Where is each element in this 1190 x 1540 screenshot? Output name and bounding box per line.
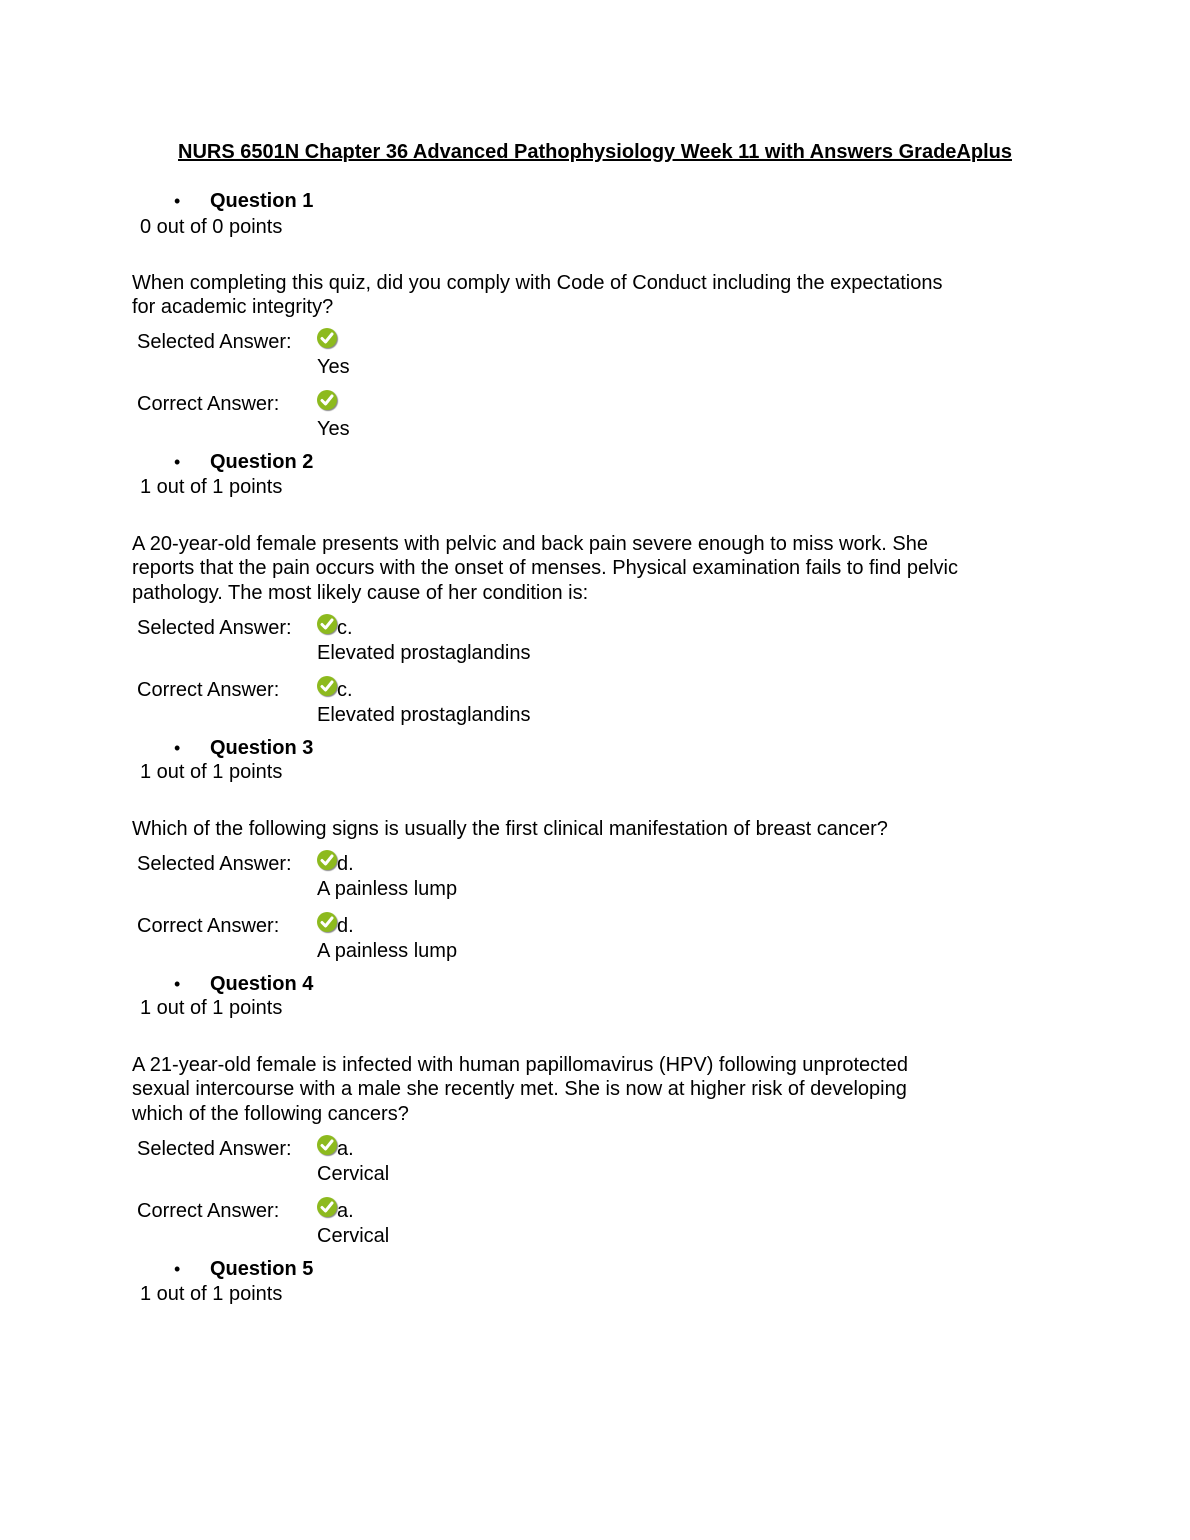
question-heading: Question 3 <box>210 737 314 759</box>
question-text-line: A 20-year-old female presents with pelvic and back pain severe enough to miss work. She <box>132 533 928 555</box>
question-points: 1 out of 1 points <box>140 1283 283 1305</box>
question-points: 1 out of 1 points <box>140 997 283 1019</box>
correct-answer-label: Correct Answer: <box>137 915 280 937</box>
correct-check-icon <box>317 1197 337 1217</box>
selected-answer-text: Elevated prostaglandins <box>317 642 531 664</box>
question-heading: Question 2 <box>210 451 314 473</box>
question-text-line: Which of the following signs is usually the first clinical manifestation of breast cancer? <box>132 818 888 840</box>
correct-answer-text: Cervical <box>317 1225 390 1247</box>
correct-answer-label: Correct Answer: <box>137 679 280 701</box>
bullet-icon: • <box>174 1259 181 1279</box>
bullet-icon: • <box>174 452 181 472</box>
selected-answer-label: Selected Answer: <box>137 1138 292 1160</box>
question-text-line: sexual intercourse with a male she recently met. She is now at higher risk of developing <box>132 1078 907 1100</box>
correct-check-icon <box>317 676 337 696</box>
question-points: 1 out of 1 points <box>140 476 283 498</box>
document-title: NURS 6501N Chapter 36 Advanced Pathophysiology Week 11 with Answers GradeAplus <box>178 141 1012 163</box>
selected-answer-key: d. <box>337 853 354 875</box>
correct-answer-text: A painless lump <box>317 940 458 962</box>
question-text-line: pathology. The most likely cause of her condition is: <box>132 582 589 604</box>
correct-answer-key: a. <box>337 1200 354 1222</box>
selected-answer-text: Cervical <box>317 1163 390 1185</box>
correct-answer-text: Yes <box>317 418 350 440</box>
selected-answer-text: A painless lump <box>317 878 458 900</box>
question-points: 1 out of 1 points <box>140 761 283 783</box>
correct-answer-text: Elevated prostaglandins <box>317 704 531 726</box>
question-text-line: A 21-year-old female is infected with human papillomavirus (HPV) following unprotected <box>132 1054 908 1076</box>
question-heading: Question 5 <box>210 1258 314 1280</box>
correct-answer-key: d. <box>337 915 354 937</box>
selected-answer-key: a. <box>337 1138 354 1160</box>
selected-answer-text: Yes <box>317 356 350 378</box>
correct-check-icon <box>317 328 337 348</box>
bullet-icon: • <box>174 974 181 994</box>
question-heading: Question 4 <box>210 973 314 995</box>
question-text-line: reports that the pain occurs with the onset of menses. Physical examination fails to find pelvic <box>132 557 958 579</box>
correct-check-icon <box>317 390 337 410</box>
correct-check-icon <box>317 850 337 870</box>
bullet-icon: • <box>174 738 181 758</box>
correct-check-icon <box>317 912 337 932</box>
question-text-line: When completing this quiz, did you comply with Code of Conduct including the expectations <box>132 272 943 294</box>
bullet-icon: • <box>174 191 181 211</box>
selected-answer-label: Selected Answer: <box>137 853 292 875</box>
correct-answer-label: Correct Answer: <box>137 393 280 415</box>
selected-answer-key: c. <box>337 617 353 639</box>
question-text-line: for academic integrity? <box>132 296 334 318</box>
question-points: 0 out of 0 points <box>140 216 283 238</box>
selected-answer-label: Selected Answer: <box>137 617 292 639</box>
question-heading: Question 1 <box>210 190 314 212</box>
correct-check-icon <box>317 1135 337 1155</box>
question-text-line: which of the following cancers? <box>132 1103 409 1125</box>
correct-check-icon <box>317 614 337 634</box>
selected-answer-label: Selected Answer: <box>137 331 292 353</box>
correct-answer-label: Correct Answer: <box>137 1200 280 1222</box>
correct-answer-key: c. <box>337 679 353 701</box>
